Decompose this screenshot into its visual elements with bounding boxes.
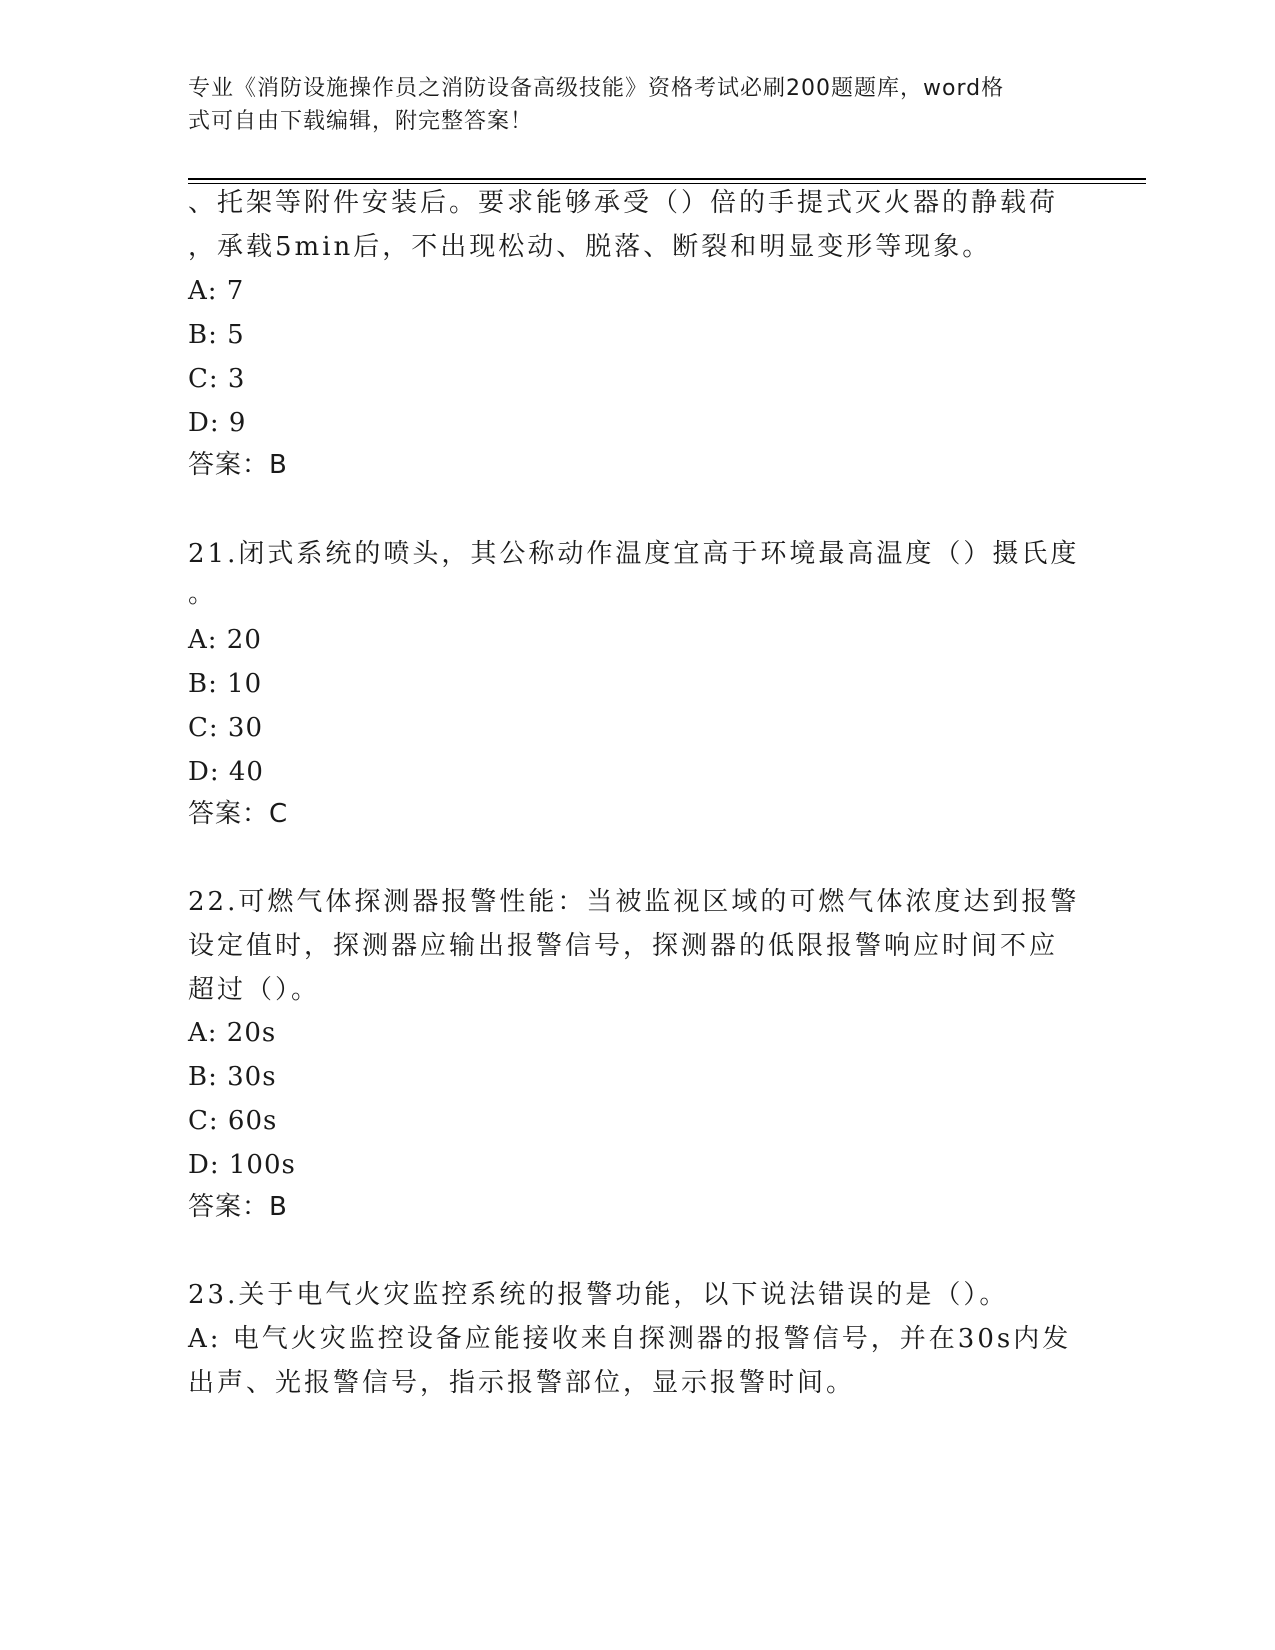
header-rule-thin (188, 183, 1146, 184)
q22-text-line-1: 22.可燃气体探测器报警性能：当被监视区域的可燃气体浓度达到报警 (188, 887, 1080, 917)
document-header (188, 72, 1088, 138)
q22-text-line-2: 设定值时，探测器应输出报警信号，探测器的低限报警响应时间不应 (188, 931, 1059, 961)
q23-text-line-1: 23.关于电气火灾监控系统的报警功能，以下说法错误的是（）。 (188, 1280, 1009, 1310)
q21-option-a: A: 20 (188, 625, 262, 655)
q20-text-line-2: ，承载5min后，不出现松动、脱落、断裂和明显变形等现象。 (188, 232, 992, 262)
q20-text-line-1: 、托架等附件安装后。要求能够承受（）倍的手提式灭火器的静载荷 (188, 188, 1059, 218)
header-rule-thick (188, 178, 1146, 180)
q22-option-c: C: 60s (188, 1106, 278, 1136)
q21-answer: 答案：C (188, 799, 289, 829)
q22-option-b: B: 30s (188, 1062, 277, 1092)
q22-text-line-3: 超过（）。 (188, 975, 321, 1005)
q21-option-c: C: 30 (188, 713, 264, 743)
q21-text-line-2: 。 (188, 579, 218, 609)
q22-option-a: A: 20s (188, 1018, 277, 1048)
q20-option-a: A: 7 (188, 276, 245, 306)
q23-option-a-line-1: A: 电气火灾监控设备应能接收来自探测器的报警信号，并在30s内发 (188, 1324, 1072, 1354)
q21-option-d: D: 40 (188, 757, 264, 787)
q22-option-d: D: 100s (188, 1150, 296, 1180)
q20-option-b: B: 5 (188, 320, 245, 350)
q21-option-b: B: 10 (188, 669, 263, 699)
q20-option-d: D: 9 (188, 408, 247, 438)
q21-text-line-1: 21.闭式系统的喷头，其公称动作温度宜高于环境最高温度（）摄氏度 (188, 539, 1080, 569)
header-line-2: 式可自由下载编辑，附完整答案！ (188, 109, 534, 134)
q23-option-a-line-2: 出声、光报警信号，指示报警部位，显示报警时间。 (188, 1368, 856, 1398)
header-line-1: 专业《消防设施操作员之消防设备高级技能》资格考试必刷200题题库，word格 (188, 76, 1005, 101)
q22-answer: 答案：B (188, 1192, 288, 1222)
q20-option-c: C: 3 (188, 364, 246, 394)
q20-answer: 答案：B (188, 450, 288, 480)
